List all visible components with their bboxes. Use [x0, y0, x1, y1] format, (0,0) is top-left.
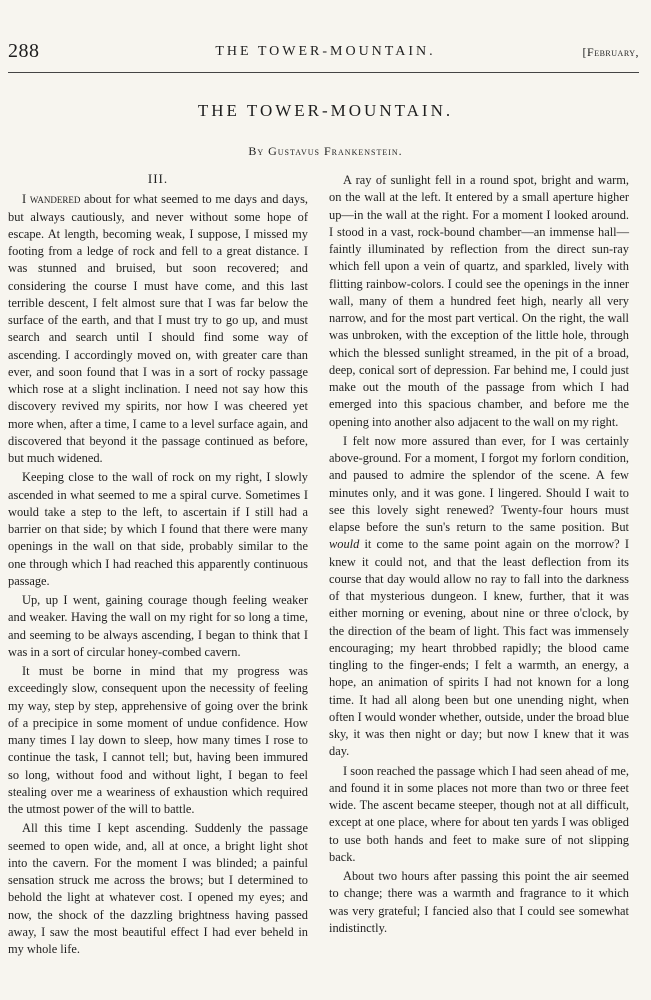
- paragraph: Keeping close to the wall of rock on my right, I slowly ascended in what seemed to me a spiral curve. Sometimes I would take a step to the left, to ascertain if I still had a barrier on that side; by which I found that there were many openings in the wall on that side, probably similar to the one through which I had reached this apparently continuous passage.: [8, 470, 308, 588]
- paragraph: Up, up I went, gaining courage though feeling weaker and weaker. Having the wall on my right for so long a time, and seeming to be always ascending, I began to think that I was in a sort of circular honey-combed cavern.: [8, 593, 308, 659]
- paragraph: [329, 433, 629, 761]
- running-date: [February,: [582, 45, 639, 59]
- left-column: [8, 170, 308, 960]
- section-numeral: III.: [147, 171, 169, 186]
- right-column: [329, 172, 629, 939]
- paragraph-lead: I wandered: [22, 192, 81, 207]
- paragraph: It must be borne in mind that my progress was exceedingly slow, consequent upon the necessity of feeling my way, step by step, apprehensive of going over the brink of a precipice in some moment of undue confidence. How many times I lay down to sleep, how many times I rose to continue the task, I cannot tell; but, having been immured so long, without food and without light, I began to feel stealing over me a weariness of exhaustion which required the utmost power of the will to battle.: [8, 664, 308, 816]
- paragraph-text: about for what seemed to me days and days, but always cautiously, and never without some hope of escape. At length, becoming weak, I suppose, I missed my footing from a ledge of rock and fell to a great distance. I was stunned and bruised, but soon recovered; and considering the course I must have come, and this last terrible descent, I felt almost sure that I was far below the surface of the earth, and that I must try to go up, and must search and search until I should find some way of ascending. I accordingly moved on, with greater care than ever, and soon found that I was in a sort of rocky passage which rose at a slight inclination. I need not say how this discovery revived my spirits, nor how I was cheered yet more when, after a time, I came to a level surface again, and discovered that beyond it the passage continued as before, but much widened.: [8, 192, 309, 465]
- paragraph-text: it come to the same point again on the morrow? I knew it could not, and that the least deflection from its course that day would allow no ray to fall into the darkness of that mysterious dungeon. I knew, further, that it was either morning or evening, about nine or three o'clock, by the direction of the beam of light. This fact was immensely encouraging; my heart throbbed rapidly; the blood came tingling to the finger-ends; I felt a warmth, an energy, a hope, an animation of spirits I had not known for a long time. It had all along been but one unending night, when often I would wonder whether, outside, under the broad blue sky, it was then night or day; but now I knew that it was day.: [329, 537, 629, 759]
- paragraph: A ray of sunlight fell in a round spot, bright and warm, on the wall at the left. It entered by a small aperture higher up—in the wall at the right. For a moment I looked around. I stood in a vast, rock-bound chamber—an immense hall—faintly illuminated by reflection from the direct sun-ray which fell upon a vein of quartz, and sparkled, lively with flitting rainbow-colors. I could see the openings in the inner wall, many of them a hundred feet high, nearly all very narrow, and for the most part vertical. On the right, the wall was unbroken, with the exception of the little hole, through which the blessed sunlight streamed, in the pit of a broad, deep, conical sort of depression. Far behind me, I could just make out the mouth of the passage from which I had emerged into this spacious chamber, and before me the opening into another also adjacent to the wall on my right.: [329, 173, 629, 429]
- running-head: [0, 40, 651, 70]
- byline: By Gustavus Frankenstein.: [248, 144, 403, 158]
- article-title: THE TOWER-MOUNTAIN.: [197, 101, 454, 120]
- page-number: 288: [8, 40, 40, 62]
- paragraph-text: I felt now more assured than ever, for I was certainly above-ground. For a moment, I forgot my forlorn condition, and paused to admire the splendor of the scene. A few minutes only, and it was gone. I lingered. Should I wait to see this lovely sight renewed? Twenty-four hours must elapse before the sun's return to the same position. But: [329, 433, 629, 534]
- paragraph: [8, 191, 308, 467]
- paragraph: All this time I kept ascending. Suddenly the passage seemed to open wide, and, all at once, a bright light shot into the cavern. For the moment I was blinded; a painful sensation struck me across the brows; but I determined to behold the light at whatever cost. I opened my eyes; and now, the shock of the dazzling brightness having passed away, I saw the most beautiful effect I had ever beheld in my whole life.: [8, 821, 308, 956]
- header-rule: [8, 72, 639, 73]
- running-title: THE TOWER-MOUNTAIN.: [215, 44, 436, 59]
- paragraph: About two hours after passing this point the air seemed to change; there was a warmth and fragrance to it which was very grateful; I fancied also that I could see somewhat indistinctly.: [329, 869, 629, 935]
- paragraph: I soon reached the passage which I had seen ahead of me, and found it in some places not more than two or three feet wide. The ascent became steeper, though not at all difficult, except at one place, where for about ten yards I was obliged to use both hands and feet to make sure of not slipping back.: [329, 763, 629, 864]
- italic-word: would: [329, 537, 360, 552]
